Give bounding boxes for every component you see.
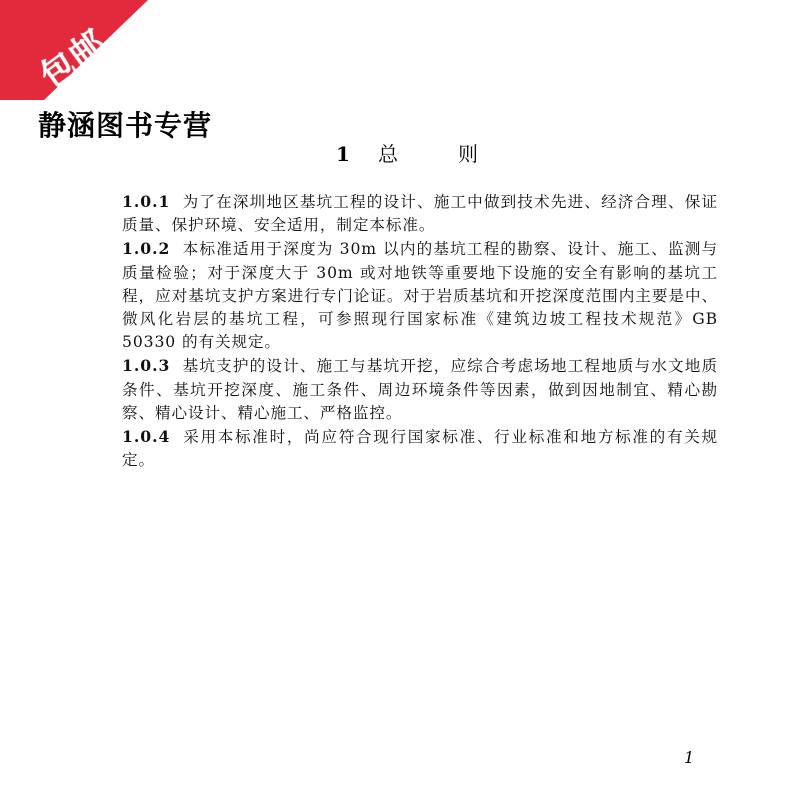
- clause-text: 为了在深圳地区基坑工程的设计、施工中做到技术先进、经济合理、保证质量、保护环境、安全适用，制定本标准。: [122, 193, 718, 235]
- clause-text: 本标准适用于深度为 30m 以内的基坑工程的勘察、设计、施工、监测与质量检验；对于深度大于 30m 或对地铁等重要地下设施的安全有影响的基坑工程，应对基坑支护方案进行专门论证。对于岩质基坑和开挖深度范围内主要是中、微风化岩层的基坑工程，可参照现行国家标准《建筑边坡工程技术规范》GB 50330 的有关规定。: [122, 240, 718, 352]
- clause-number: 1.0.1: [122, 192, 171, 211]
- free-shipping-badge: [0, 0, 150, 100]
- clause-number: 1.0.3: [122, 356, 171, 376]
- shop-name: 静涵图书专营: [38, 109, 213, 142]
- clause-number: 1.0.4: [122, 427, 171, 447]
- chapter-title: [0, 138, 800, 167]
- clause-text: 基坑支护的设计、施工与基坑开挖，应综合考虑场地工程地质与水文地质条件、基坑开挖深度、施工条件、周边环境条件等因素，做到因地制宜、精心勘察、精心设计、精心施工、严格监控。: [122, 357, 718, 422]
- chapter-title-part1: 总: [377, 142, 398, 166]
- clause-text: 采用本标准时，尚应符合现行国家标准、行业标准和地方标准的有关规定。: [122, 428, 718, 470]
- clause-1-0-4: [122, 425, 718, 472]
- clause-number: 1.0.2: [122, 239, 171, 259]
- page-number: 1: [684, 748, 695, 767]
- chapter-body: [122, 190, 718, 472]
- badge-text: 包邮: [33, 21, 115, 97]
- clause-1-0-2: [122, 237, 718, 354]
- clause-1-0-3: [122, 354, 718, 425]
- chapter-title-part2: 则: [457, 142, 478, 166]
- chapter-number: 1: [336, 142, 350, 166]
- clause-1-0-1: [122, 190, 718, 237]
